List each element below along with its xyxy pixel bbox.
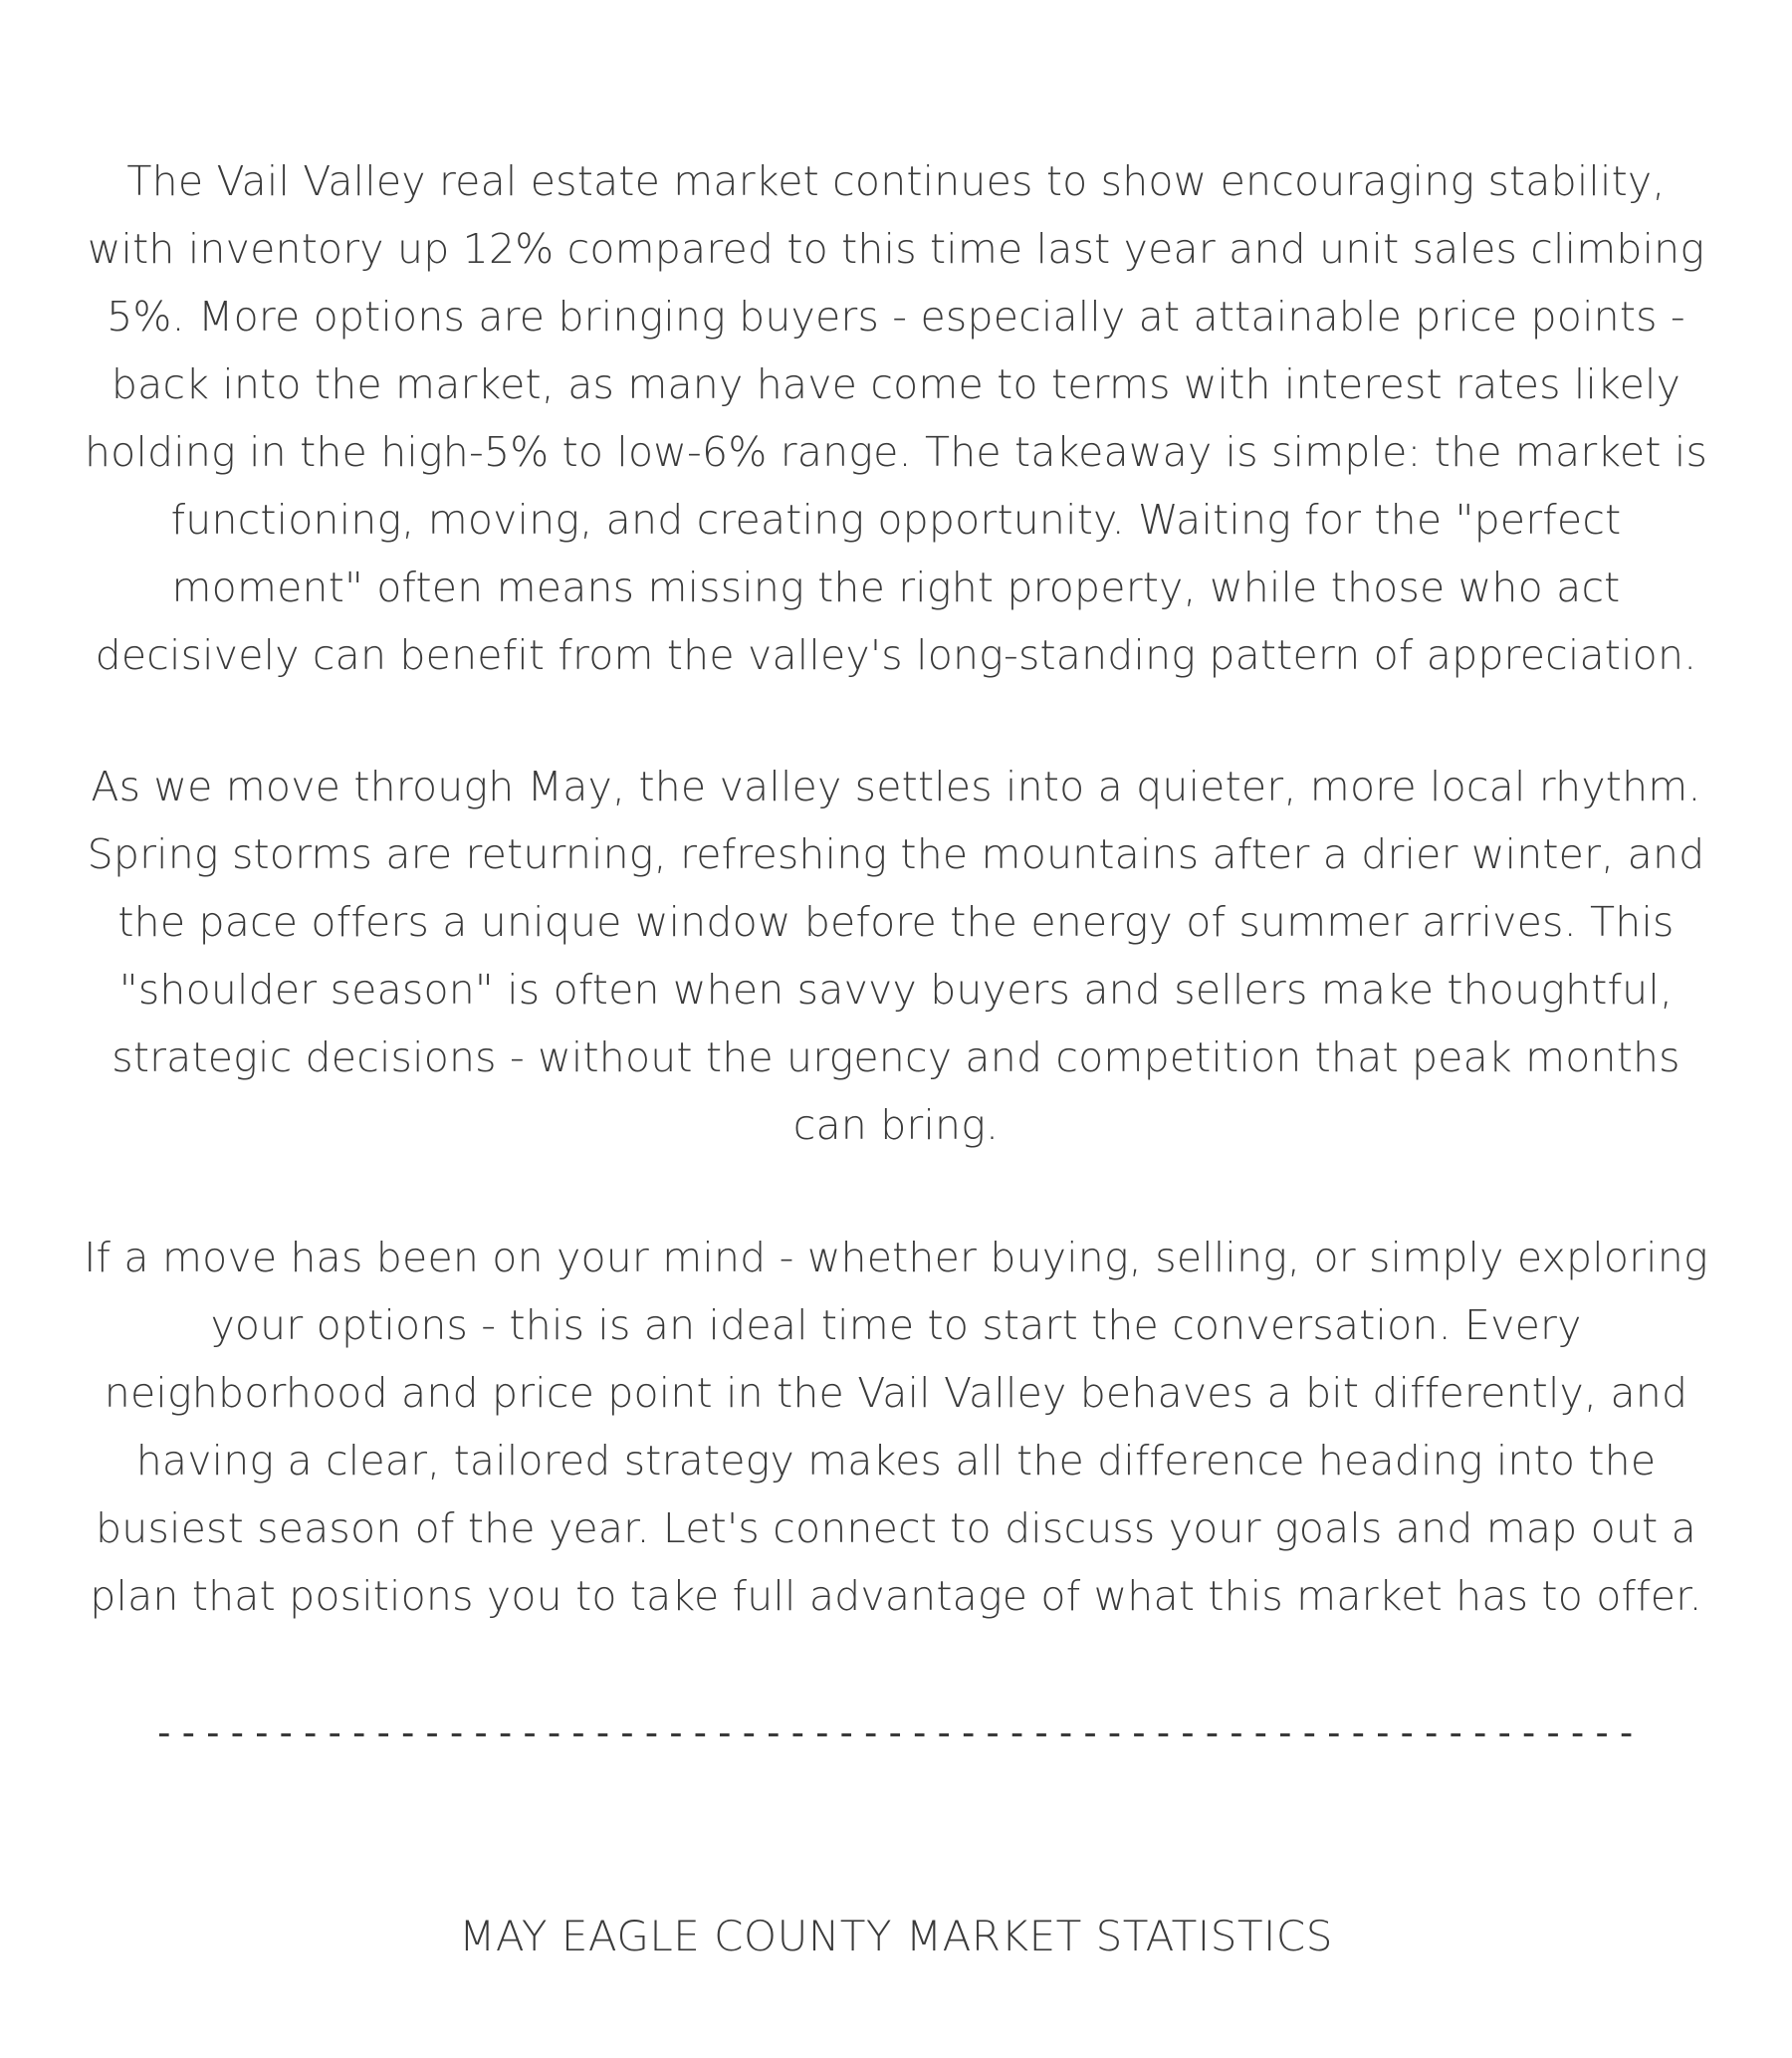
dashed-divider: ------------------------------------------------------------- <box>152 1711 1640 1754</box>
call-to-action-paragraph: If a move has been on your mind - whether buying, selling, or simply exploring your options - this is an ideal time to start the conversation. Every neighborhood and price point in the Vail Valley behaves a bit differently, and having a clear, tailored strategy makes all the difference heading into the busiest season of the year. Let's connect to discuss your goals and map out a plan that positions you to take full advantage of what this market has to offer. <box>84 1234 1708 1620</box>
market-overview-paragraph: The Vail Valley real estate market continues to show encouraging stability, with inventory up 12% compared to this time last year and unit sales climbing 5%. More options are bringing buyers - especially at attainable price points - back into the market, as many have come to terms with interest rates likely holding in the high-5% to low-6% range. The takeaway is simple: the market is functioning, moving, and creating opportunity. Waiting for the "perfect moment" often means missing the right property, while those who act decisively can benefit from the valley's long-standing pattern of appreciation. <box>84 157 1708 679</box>
market-statistics-heading: MAY EAGLE COUNTY MARKET STATISTICS <box>459 1912 1333 1960</box>
shoulder-season-paragraph: As we move through May, the valley settles into a quieter, more local rhythm. Spring storms are returning, refreshing the mountains after a drier winter, and the pace offers a unique window before the energy of summer arrives. This "shoulder season" is often when savvy buyers and sellers make thoughtful, strategic decisions - without the urgency and competition that peak months can bring. <box>87 763 1705 1149</box>
